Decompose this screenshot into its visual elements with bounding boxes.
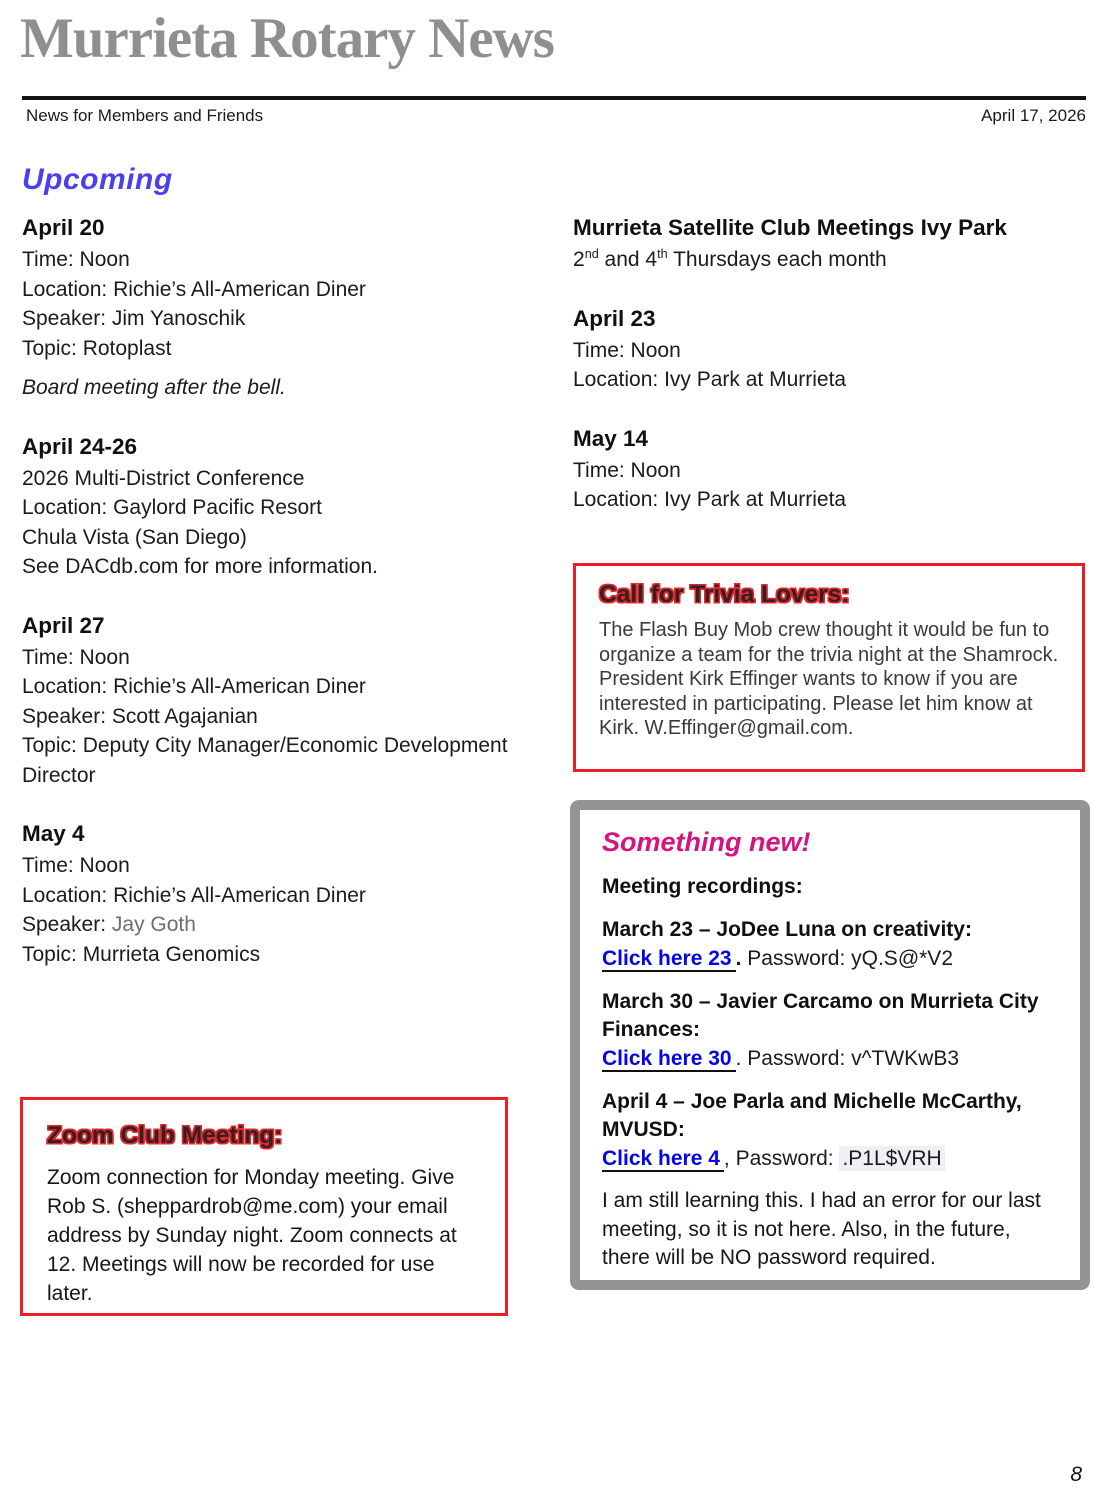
password-value: .P1L$VRH <box>839 1146 944 1171</box>
zoom-box-body: Zoom connection for Monday meeting. Give Rob S. (sheppardrob@me.com) your email address by Sunday night. Zoom connects at 12. Meetings will now be recorded for use later. <box>47 1166 457 1305</box>
header-divider <box>22 96 1086 100</box>
something-new-note: I am still learning this. I had an error for our last meeting, so it is not here. Also, in the future, there will be NO password required. <box>602 1189 1041 1269</box>
event-april-20 <box>22 211 516 403</box>
speaker-label: Speaker: <box>22 913 112 936</box>
upcoming-heading: Upcoming <box>22 163 173 196</box>
tagline: News for Members and Friends <box>26 106 264 125</box>
event-date: April 20 <box>22 215 105 240</box>
meeting-recordings-label: Meeting recordings: <box>602 875 803 898</box>
event-line: Location: Richie’s All-American Diner <box>22 675 366 698</box>
event-line: Speaker: Jim Yanoschik <box>22 307 246 330</box>
event-may-14 <box>573 422 1093 515</box>
separator: . <box>735 1047 748 1070</box>
ordinal-suffix: nd <box>584 247 599 261</box>
schedule-text: Thursdays each month <box>667 248 887 271</box>
right-column <box>573 211 1093 542</box>
event-line: Time: Noon <box>22 248 130 271</box>
recording-item <box>602 1088 1058 1173</box>
event-date: April 24-26 <box>22 433 138 459</box>
recording-heading: March 23 – JoDee Luna on creativity: <box>602 918 972 941</box>
satellite-schedule <box>573 245 1093 275</box>
recording-item <box>602 916 1058 973</box>
satellite-club-section <box>573 211 1093 275</box>
event-date: April 27 <box>22 612 105 638</box>
password-value: v^TWKwB3 <box>851 1047 960 1070</box>
something-new-title: Something new! <box>602 827 811 857</box>
header-subrow <box>26 106 1086 126</box>
event-note: Board meeting after the bell. <box>22 376 286 399</box>
event-april-27 <box>22 609 516 791</box>
event-line: Speaker: Scott Agajanian <box>22 704 258 728</box>
recording-link-line <box>602 1044 1058 1073</box>
password-label: Password: <box>747 947 852 970</box>
separator: , <box>723 1147 736 1170</box>
something-new-box <box>570 800 1090 1290</box>
recording-link-line <box>602 944 1058 973</box>
schedule-text: and 4 <box>598 248 658 271</box>
event-date: May 4 <box>22 821 85 846</box>
schedule-text: 2 <box>573 248 585 271</box>
zoom-club-meeting-box <box>20 1097 508 1316</box>
event-may-4 <box>22 817 516 969</box>
page-number: 8 <box>1070 1463 1082 1486</box>
event-line: Location: Richie’s All-American Diner <box>22 277 366 301</box>
event-line: Location: Ivy Park at Murrieta <box>573 368 847 391</box>
trivia-lovers-box <box>573 563 1085 772</box>
trivia-box-body: The Flash Buy Mob crew thought it would be fun to organize a team for the trivia night at the Shamrock. President Kirk Effinger wants to know if you are interested in participating. Please let him know at Kirk. W.Effinger@gmail.com. <box>599 619 1059 740</box>
satellite-heading: Murrieta Satellite Club Meetings Ivy Park <box>573 215 1007 240</box>
event-line: Location: Ivy Park at Murrieta <box>573 488 847 511</box>
event-april-23 <box>573 302 1093 395</box>
password-value: yQ.S@*V2 <box>851 947 953 970</box>
event-line: Chula Vista (San Diego) <box>22 525 247 549</box>
separator: . <box>735 947 748 970</box>
event-line: Location: Richie’s All-American Diner <box>22 883 366 907</box>
password-label: Password: <box>747 1047 852 1070</box>
trivia-box-title: Call for Trivia Lovers: <box>599 581 850 608</box>
recording-heading: March 30 – Javier Carcamo on Murrieta City Finances: <box>602 990 1039 1041</box>
masthead-title: Murrieta Rotary News <box>20 7 554 70</box>
event-april-24-26 <box>22 430 516 582</box>
event-date: May 14 <box>573 425 649 451</box>
event-line: Location: Gaylord Pacific Resort <box>22 496 322 519</box>
event-line: Topic: Deputy City Manager/Economic Development Director <box>22 734 508 787</box>
recording-item <box>602 988 1058 1073</box>
password-label: Password: <box>735 1147 840 1170</box>
event-line: Time: Noon <box>573 338 681 362</box>
event-date: April 23 <box>573 305 656 331</box>
event-line: Topic: Murrieta Genomics <box>22 942 261 966</box>
speaker-name: Jay Goth <box>111 913 196 936</box>
event-line: Topic: Rotoplast <box>22 336 172 360</box>
zoom-box-title: Zoom Club Meeting: <box>47 1122 283 1149</box>
recording-heading: April 4 – Joe Parla and Michelle McCarthy, MVUSD: <box>602 1090 1022 1141</box>
ordinal-suffix: th <box>657 247 668 261</box>
event-line: Time: Noon <box>22 645 130 669</box>
event-line: See DACdb.com for more information. <box>22 555 378 578</box>
event-line-speaker <box>22 910 516 940</box>
event-line: Time: Noon <box>22 854 130 877</box>
issue-date: April 17, 2026 <box>981 106 1086 125</box>
recording-link[interactable]: Click here 23 <box>602 947 736 972</box>
recording-link[interactable]: Click here 30 <box>602 1047 736 1072</box>
recording-link[interactable]: Click here 4 <box>602 1147 724 1172</box>
left-column <box>22 211 516 996</box>
event-line: 2026 Multi-District Conference <box>22 466 305 490</box>
event-line: Time: Noon <box>573 458 681 482</box>
recording-link-line <box>602 1144 1058 1173</box>
